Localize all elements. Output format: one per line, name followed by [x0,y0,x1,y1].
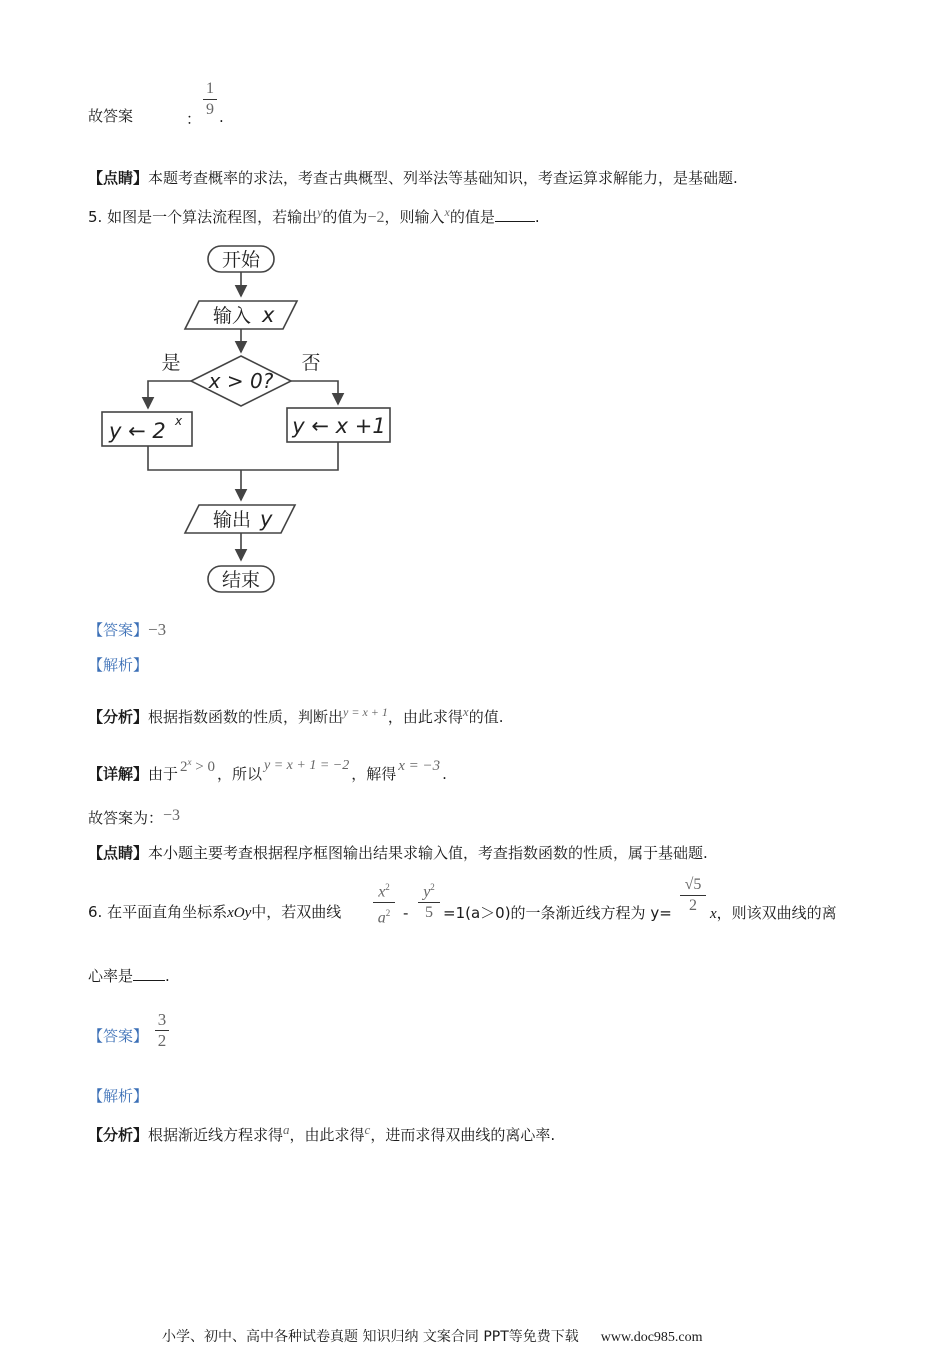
fraction-sup: 2 [385,882,390,892]
q5-output-value: −2 [367,209,385,226]
fenxi-math: c [364,1122,371,1137]
q5-period: . [534,208,540,226]
q5-final [88,808,180,829]
fraction-denominator: a [377,909,386,927]
q5-note [88,843,708,863]
fraction-sup: 2 [385,908,391,919]
q6-fenxi [88,1120,555,1145]
answer-tag: 【答案】 [88,621,149,639]
q6-fraction-x2-a2 [373,878,395,928]
flow-start-label: 开始 [221,249,261,271]
detail-math: 2 [180,759,188,775]
fraction-denominator: 2 [689,897,697,914]
fenxi-tag: 【分析】 [88,1126,149,1144]
q6-answer [88,1026,148,1046]
fraction-denominator: 9 [206,101,214,118]
analysis-tag: 【解析】 [88,1087,149,1105]
detail-math: y = x + 1 = −2 [264,758,350,773]
flowchart [95,238,405,600]
q6-answer-fraction [155,1011,169,1050]
q5-stem-text: ，则输入 [384,208,445,226]
flow-input-var: x [262,303,275,327]
detail-text: ，所以 [217,765,263,783]
fraction-numerator: 1 [206,80,214,97]
flow-left-sup: x [175,414,183,428]
fenxi-math: a [283,1122,290,1137]
answer-tag: 【答案】 [88,1027,149,1045]
flow-right-label: y ← x +1 [292,414,386,438]
note-text: 本小题主要考查根据程序框图输出结果求输入值，考查指数函数的性质，属于基础题. [148,844,708,862]
q6-stem-text: ，则该双曲线的离 [716,904,837,922]
q5-var-x: x [444,205,450,219]
q6-minus: - [403,904,409,922]
detail-text: . [442,765,447,783]
analysis-tag: 【解析】 [88,656,149,674]
detail-math: > 0 [191,759,215,775]
footer-url[interactable]: www.doc985.com [600,1330,703,1345]
fenxi-math: y = x + 1 [343,705,388,719]
flow-output-var: y [260,507,273,531]
q6-stem-text: 心率是 [88,967,134,985]
flow-left-label: y ← 2 [109,419,166,443]
flow-yes-label: 是 [161,352,181,374]
answer-blank [133,966,165,981]
fenxi-text: ，由此求得 [289,1126,365,1144]
q5-stem [88,202,540,228]
note-tag: 【点睛】 [88,169,149,187]
final-value: −3 [163,807,181,824]
prev-answer-period: . [219,108,224,126]
q6-analysis-tag [88,1086,148,1106]
q5-answer [88,620,166,640]
detail-tag: 【详解】 [88,765,149,783]
q6-stem-text: 中，若双曲线 [251,903,342,921]
answer-value: −3 [148,620,167,639]
fraction-denominator: 2 [157,1031,167,1050]
prev-note [88,168,738,188]
prev-answer-fraction [203,80,217,119]
final-prefix: 故答案为： [88,809,164,827]
fraction-numerator: 3 [157,1010,167,1029]
fenxi-text: ，由此求得 [387,708,463,726]
page-footer [162,1326,703,1346]
q5-analysis-tag [88,655,148,675]
q6-xoy: xOy [227,905,252,921]
flow-cond-label: x > 0? [208,369,274,393]
q5-detail [88,757,447,786]
flow-no-label: 否 [301,352,321,374]
note-text: 本题考查概率的求法，考查古典概型、列举法等基础知识，考查运算求解能力，是基础题. [148,169,738,187]
q6-fraction-y2-5 [418,878,440,922]
q5-stem-text: 的值是 [449,208,495,226]
fraction-sup: 2 [430,882,435,892]
fraction-numerator: y [423,883,431,901]
flow-output-label: 输出 [212,509,252,531]
prev-answer-prefix: 故答案 [88,107,134,125]
fraction-numerator: √5 [684,876,702,893]
fenxi-text: 的值. [468,708,504,726]
fenxi-text: 根据指数函数的性质，判断出 [148,708,344,726]
q5-stem-text: 5. 如图是一个算法流程图，若输出 [88,208,318,226]
note-tag: 【点睛】 [88,844,149,862]
flow-end-label: 结束 [221,569,261,591]
prev-answer-colon: ： [186,110,202,128]
q6-fraction-sqrt5-2 [680,876,706,915]
q6-stem-text: =1(a＞0)的一条渐近线方程为 y= [443,904,672,922]
prev-answer-line [88,106,133,126]
q5-fenxi [88,702,503,727]
fenxi-text: 根据渐近线方程求得 [148,1126,284,1144]
footer-text: 小学、初中、高中各种试卷真题 知识归纳 文案合同 PPT等免费下载 [162,1329,579,1345]
fenxi-math: x [462,704,469,719]
detail-text: ，解得 [351,765,397,783]
q6-stem-line1 [88,902,341,923]
q6-var-x: x [710,906,717,922]
q5-var-y: y [317,205,323,219]
fenxi-tag: 【分析】 [88,708,149,726]
flow-input-label: 输入 [212,305,252,327]
detail-math: x = −3 [398,758,441,774]
detail-text: 由于 [148,765,179,783]
q6-period: . [165,967,170,985]
q6-stem-line2 [88,966,170,986]
fraction-denominator: 5 [425,904,433,922]
fraction-numerator: x [378,883,386,901]
q5-stem-text: 的值为 [322,208,368,226]
answer-blank [495,207,535,222]
q6-stem-text: 6. 在平面直角坐标系 [88,903,228,921]
detail-math-sup: x [187,757,192,767]
fenxi-text: ，进而求得双曲线的离心率. [370,1126,556,1144]
